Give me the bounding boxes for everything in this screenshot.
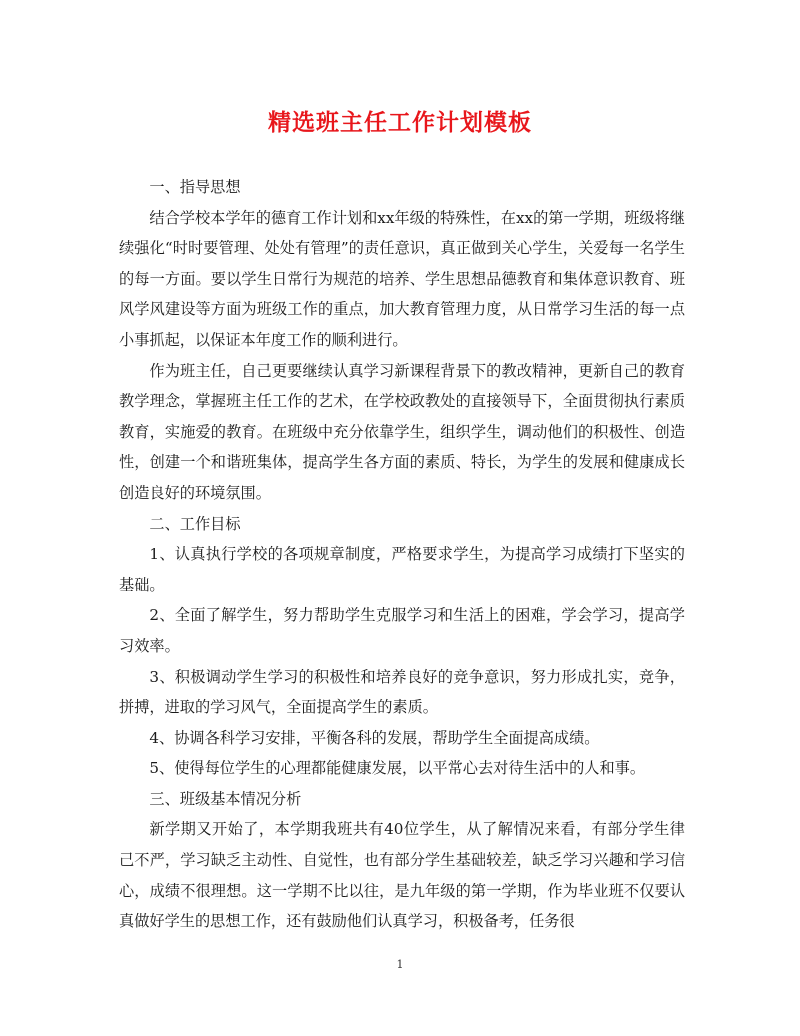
body-paragraph: 新学期又开始了，本学期我班共有40位学生，从了解情况来看，有部分学生律己不严，学习缺乏主动性、自觉性，也有部分学生基础较差，缺乏学习兴趣和学习信心，成绩不很理想。这一学期不比以往，是九年级的第一学期，作为毕业班不仅要认真做好学生的思想工作，还有鼓励他们认真学习，积极备考，任务很 <box>119 820 685 931</box>
document-title: 精选班主任工作计划模板 <box>268 109 532 136</box>
body-paragraph: 结合学校本学年的德育工作计划和xx年级的特殊性，在xx的第一学期，班级将继续强化“时时要管理、处处有管理”的责任意识，真正做到关心学生，关爱每一名学生的每一方面。要以学生日常行为规范的培养、学生思想品德教育和集体意识教育、班风学风建设等方面为班级工作的重点，加大教育管理力度，从日常学习生活的每一点小事抓起，以保证本年度工作的顺利进行。 <box>119 208 685 349</box>
section-heading: 三、班级基本情况分析 <box>149 789 302 808</box>
list-item: 5、使得每位学生的心理都能健康发展，以平常心去对待生活中的人和事。 <box>149 759 646 778</box>
section-heading: 二、工作目标 <box>149 514 241 533</box>
document-body <box>119 172 685 937</box>
list-item: 1、认真执行学校的各项规章制度，严格要求学生，为提高学习成绩打下坚实的基础。 <box>119 545 685 594</box>
list-item: 3、积极调动学生学习的积极性和培养良好的竞争意识，努力形成扎实，竞争，拼搏，进取的学习风气，全面提高学生的素质。 <box>119 667 685 717</box>
section-heading: 一、指导思想 <box>149 178 241 196</box>
page-number: 1 <box>396 958 404 971</box>
list-item: 4、协调各科学习安排，平衡各科的发展，帮助学生全面提高成绩。 <box>149 728 600 747</box>
list-item: 2、全面了解学生，努力帮助学生克服学习和生活上的困难，学会学习，提高学习效率。 <box>119 606 685 655</box>
body-paragraph: 作为班主任，自己更要继续认真学习新课程背景下的教改精神，更新自己的教育教学理念，掌握班主任工作的艺术，在学校政教处的直接领导下，全面贯彻执行素质教育，实施爱的教育。在班级中充分依靠学生，组织学生，调动他们的积极性、创造性，创建一个和谐班集体，提高学生各方面的素质、特长，为学生的发展和健康成长创造良好的环境氛围。 <box>119 361 685 502</box>
